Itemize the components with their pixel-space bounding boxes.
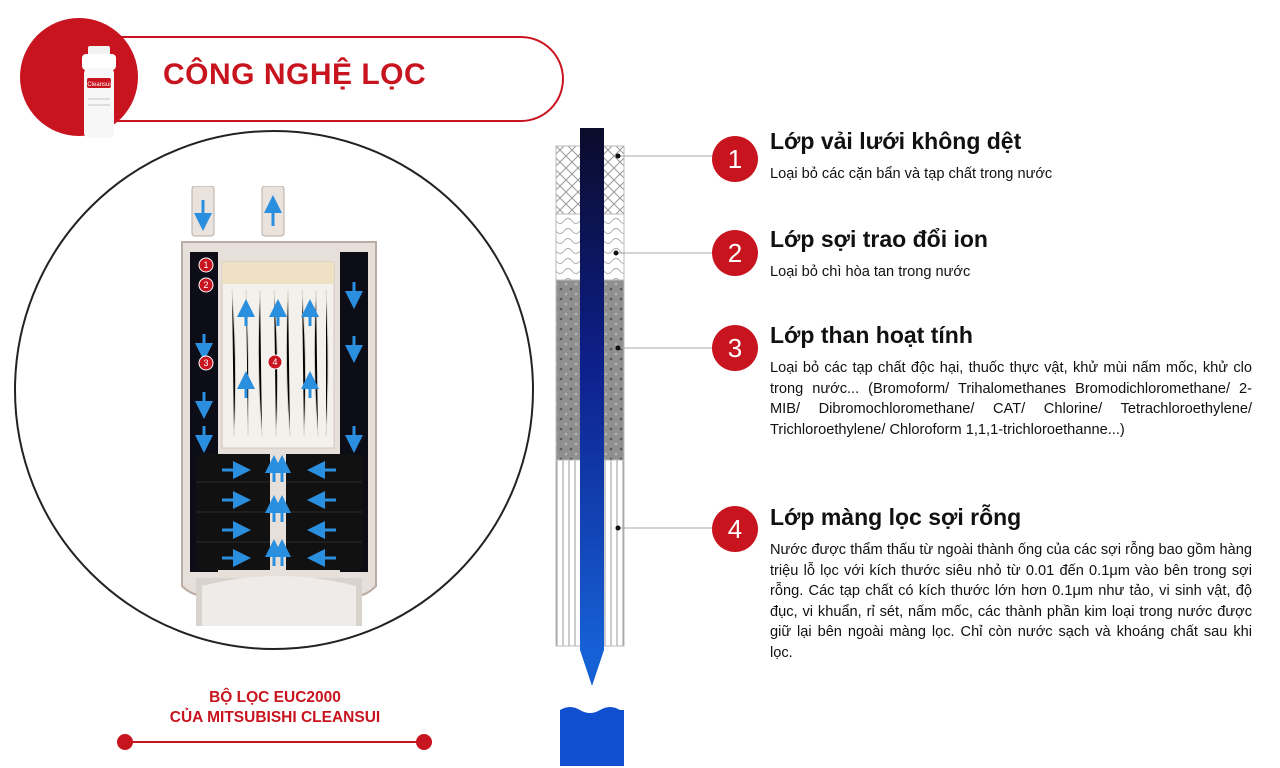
marker-1: 1: [203, 260, 209, 270]
layer-title: Lớp vải lưới không dệt: [770, 128, 1022, 154]
layer-number-badge: 3: [712, 325, 758, 371]
layer-number-badge: 1: [712, 136, 758, 182]
filter-layers-column: [548, 126, 728, 766]
caption-line-2: CỦA MITSUBISHI CLEANSUI: [169, 709, 381, 726]
caption-divider: [124, 741, 424, 743]
diagram-caption: [150, 688, 400, 728]
layer-number-badge: 4: [712, 506, 758, 552]
layer-description: Loại bỏ các cặn bẩn và tạp chất trong nước: [770, 166, 1053, 182]
marker-2: 2: [203, 280, 209, 290]
layer-title: Lớp than hoạt tính: [770, 322, 973, 348]
marker-3: 3: [203, 358, 209, 368]
layer-title: Lớp sợi trao đổi ion: [770, 226, 988, 252]
caption-dot-right: [416, 734, 432, 750]
caption-dot-left: [117, 734, 133, 750]
caption-line-1: BỘ LỌC EUC2000: [209, 689, 341, 706]
marker-4: 4: [272, 357, 278, 367]
filter-cartridge-icon: [78, 46, 120, 141]
layer-description: Loại bỏ các tạp chất độc hại, thuốc thực vật, khử mùi nấm mốc, khử clo trong nước... (Bromoform/ Trihalomethanes Bromodichloromethane/ 2-MIB/ Dibromochloromethane/ CAT/ Chlorine/ Tetrachloroethylene/ Trichloroethylene/ Chloroform 1,1,1-trichloroethanne...): [770, 360, 1252, 438]
layer-description: Loại bỏ chì hòa tan trong nước: [770, 264, 971, 280]
logo-badge: [20, 18, 138, 136]
page-title: CÔNG NGHỆ LỌC: [163, 58, 427, 91]
layer-number-badge: 2: [712, 230, 758, 276]
layer-description: Nước được thẩm thấu từ ngoài thành ống của các sợi rỗng bao gồm hàng triệu lỗ lọc với kích thước siêu nhỏ từ 0.01 đến 0.1μm vào bên trong sợi rỗng. Các tạp chất có kích thước lớn hơn 0.1μm như tảo, vi sinh vật, độ đục, vi khuẩn, rỉ sét, nấm mốc, các thành phần kim loại trong nước được giữ lại bên ngoài màng lọc. Chỉ còn nước sạch và khoáng chất sau khi lọc.: [770, 542, 1252, 661]
cartridge-label: Cleansui: [87, 82, 111, 88]
layer-title: Lớp màng lọc sợi rỗng: [770, 504, 1022, 530]
filter-cutaway-diagram: [176, 186, 386, 630]
